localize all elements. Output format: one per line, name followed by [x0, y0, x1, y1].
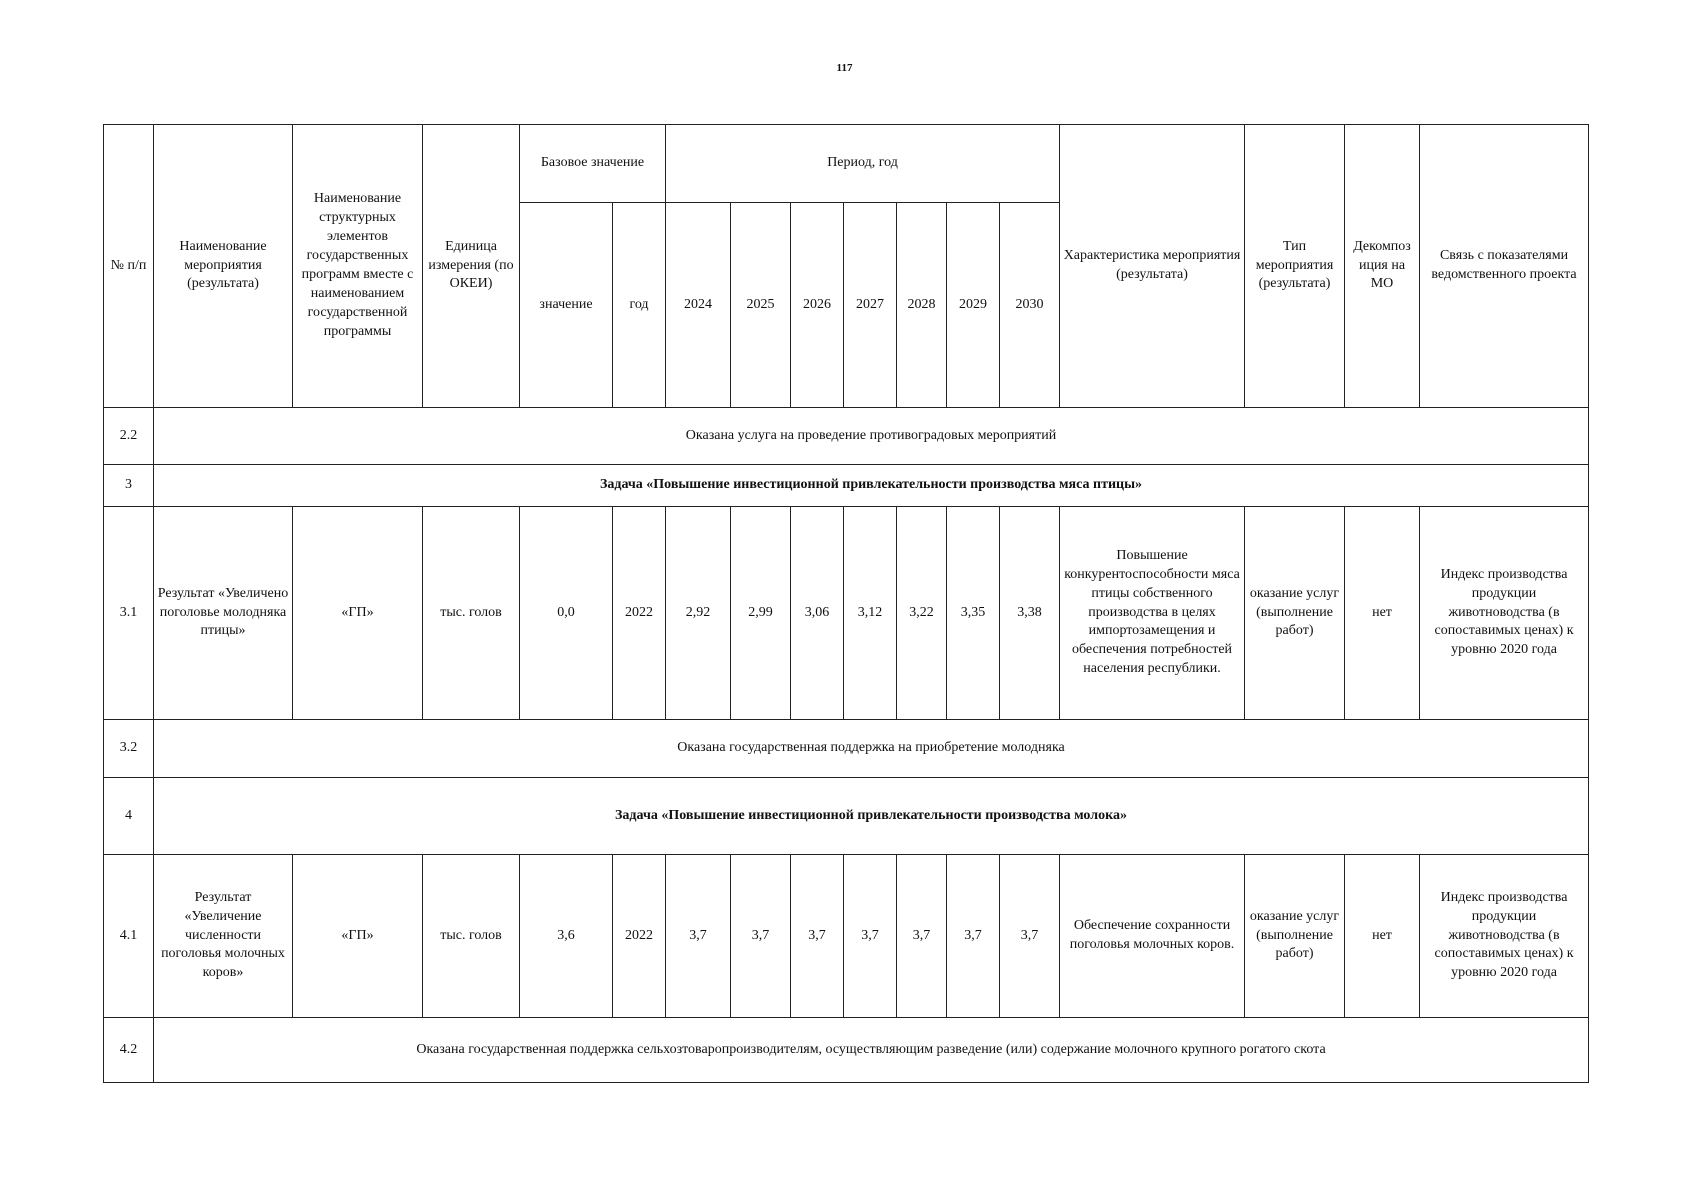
header-year: 2029 [947, 203, 1000, 408]
result-name: Результат «Увеличено поголовье молодняка птицы» [154, 507, 293, 720]
row-number: 3 [104, 465, 154, 507]
year-value: 2,99 [731, 507, 791, 720]
row-number: 3.1 [104, 507, 154, 720]
header-decomp: Декомпоз иция на МО [1345, 125, 1420, 408]
row-number: 4.2 [104, 1018, 154, 1083]
year-value: 3,7 [897, 855, 947, 1018]
header-num: № п/п [104, 125, 154, 408]
year-value: 3,06 [791, 507, 844, 720]
header-year: 2024 [666, 203, 731, 408]
year-value: 3,35 [947, 507, 1000, 720]
characteristic: Повышение конкурентоспособности мяса птицы собственного производства в целях импортозамещения и обеспечения потребностей населения республики. [1060, 507, 1245, 720]
table-row [104, 465, 1589, 507]
row-number: 3.2 [104, 720, 154, 778]
table-row [104, 855, 1589, 1018]
header-year: 2026 [791, 203, 844, 408]
header-year: 2025 [731, 203, 791, 408]
base-year: 2022 [613, 507, 666, 720]
task-title: Задача «Повышение инвестиционной привлекательности производства мяса птицы» [154, 465, 1589, 507]
year-value: 3,22 [897, 507, 947, 720]
header-year: 2030 [1000, 203, 1060, 408]
base-value: 0,0 [520, 507, 613, 720]
header-structural: Наименование структурных элементов государственных программ вместе с наименованием государственной программы [293, 125, 423, 408]
unit: тыс. голов [423, 507, 520, 720]
base-year: 2022 [613, 855, 666, 1018]
table-row [104, 507, 1589, 720]
header-period: Период, год [666, 125, 1060, 203]
table-row [104, 720, 1589, 778]
row-section-text: Оказана государственная поддержка на приобретение молодняка [154, 720, 1589, 778]
year-value: 3,7 [731, 855, 791, 1018]
row-number: 2.2 [104, 408, 154, 465]
year-value: 3,7 [947, 855, 1000, 1018]
activities-table [103, 124, 1589, 1083]
indicator-link: Индекс производства продукции животноводства (в сопоставимых ценах) к уровню 2020 года [1420, 507, 1589, 720]
header-type: Тип мероприятия (результата) [1245, 125, 1345, 408]
row-section-text: Оказана государственная поддержка сельхозтоваропроизводителям, осуществляющим разведение (или) содержание молочного крупного рогатого скота [154, 1018, 1589, 1083]
table-row [104, 1018, 1589, 1083]
header-row-top [104, 125, 1589, 203]
header-link: Связь с показателями ведомственного проекта [1420, 125, 1589, 408]
structural-element: «ГП» [293, 507, 423, 720]
task-title: Задача «Повышение инвестиционной привлекательности производства молока» [154, 778, 1589, 855]
decomposition: нет [1345, 507, 1420, 720]
year-value: 3,38 [1000, 507, 1060, 720]
header-base-year: год [613, 203, 666, 408]
year-value: 3,7 [666, 855, 731, 1018]
header-year: 2028 [897, 203, 947, 408]
year-value: 3,7 [791, 855, 844, 1018]
row-number: 4.1 [104, 855, 154, 1018]
activity-type: оказание услуг (выполнение работ) [1245, 855, 1345, 1018]
header-base: Базовое значение [520, 125, 666, 203]
base-value: 3,6 [520, 855, 613, 1018]
unit: тыс. голов [423, 855, 520, 1018]
row-number: 4 [104, 778, 154, 855]
result-name: Результат «Увеличение численности поголовья молочных коров» [154, 855, 293, 1018]
header-year: 2027 [844, 203, 897, 408]
decomposition: нет [1345, 855, 1420, 1018]
page-number: 117 [836, 62, 853, 74]
year-value: 2,92 [666, 507, 731, 720]
header-name: Наименование мероприятия (результата) [154, 125, 293, 408]
characteristic: Обеспечение сохранности поголовья молочных коров. [1060, 855, 1245, 1018]
table-row [104, 408, 1589, 465]
row-section-text: Оказана услуга на проведение противоградовых мероприятий [154, 408, 1589, 465]
year-value: 3,7 [1000, 855, 1060, 1018]
indicator-link: Индекс производства продукции животноводства (в сопоставимых ценах) к уровню 2020 года [1420, 855, 1589, 1018]
header-base-value: значение [520, 203, 613, 408]
year-value: 3,7 [844, 855, 897, 1018]
table-row [104, 778, 1589, 855]
structural-element: «ГП» [293, 855, 423, 1018]
header-characteristic: Характеристика мероприятия (результата) [1060, 125, 1245, 408]
header-unit: Единица измерения (по ОКЕИ) [423, 125, 520, 408]
year-value: 3,12 [844, 507, 897, 720]
activity-type: оказание услуг (выполнение работ) [1245, 507, 1345, 720]
